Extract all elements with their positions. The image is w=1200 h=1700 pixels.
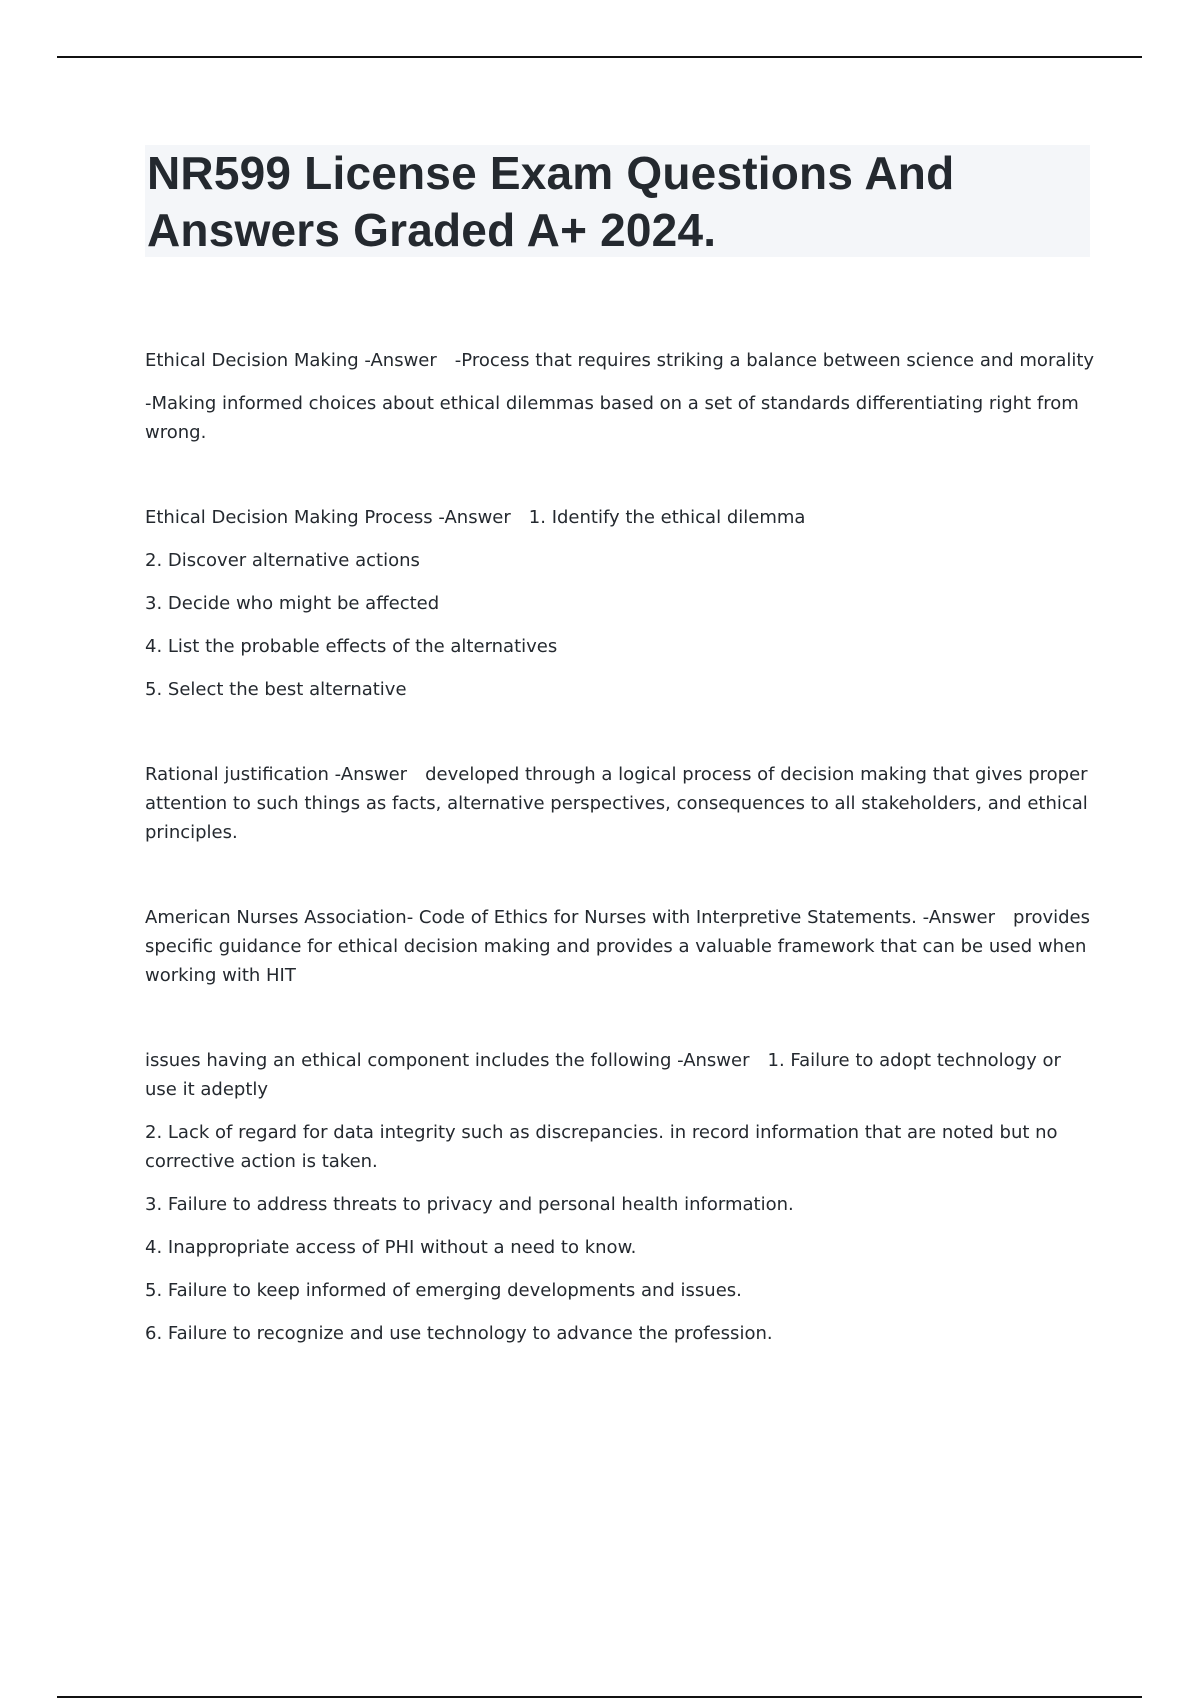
qa-list (145, 346, 1095, 1404)
answer-line: 3. Decide who might be affected (145, 593, 440, 614)
answer-line: 4. List the probable effects of the alternatives (145, 636, 558, 657)
answer-line: 3. Failure to address threats to privacy and personal health information. (145, 1194, 794, 1215)
answer-text: developed through a logical process of decision making that gives proper attention to such things as facts, alternative perspectives, consequences to all stakeholders, and ethical principles. (145, 764, 1088, 843)
qa-entry (145, 760, 1095, 847)
qa-first-line (145, 1046, 1095, 1104)
title-banner (145, 145, 1090, 257)
qa-first-line (145, 760, 1095, 847)
answer-text: 1. Failure to adopt technology or use it adeptly (145, 1050, 1061, 1100)
answer-line: 2. Discover alternative actions (145, 550, 420, 571)
question-term: Rational justification -Answer (145, 764, 408, 785)
top-rule (57, 56, 1142, 58)
answer-text: -Process that requires striking a balance between science and morality (454, 350, 1095, 371)
question-term: Ethical Decision Making Process -Answer (145, 507, 511, 528)
answer-text: provides specific guidance for ethical decision making and provides a valuable framework that can be used when working with HIT (145, 907, 1091, 986)
qa-entry (145, 503, 1095, 704)
qa-entry (145, 346, 1095, 447)
question-term: Ethical Decision Making -Answer (145, 350, 437, 371)
answer-line: -Making informed choices about ethical dilemmas based on a set of standards differentiating right from wrong. (145, 393, 1079, 443)
qa-first-line (145, 903, 1095, 990)
bottom-rule (57, 1696, 1142, 1698)
answer-line: 5. Failure to keep informed of emerging developments and issues. (145, 1280, 742, 1301)
page-title: NR599 License Exam Questions And Answers Graded A+ 2024. (147, 147, 955, 256)
qa-first-line (145, 346, 1095, 375)
answer-text: 1. Identify the ethical dilemma (528, 507, 806, 528)
question-term: issues having an ethical component includes the following -Answer (145, 1050, 750, 1071)
answer-line: 4. Inappropriate access of PHI without a need to know. (145, 1237, 637, 1258)
answer-line: 5. Select the best alternative (145, 679, 407, 700)
answer-line: 2. Lack of regard for data integrity such as discrepancies. in record information that are noted but no corrective action is taken. (145, 1122, 1058, 1172)
qa-entry (145, 903, 1095, 990)
answer-line: 6. Failure to recognize and use technology to advance the profession. (145, 1323, 773, 1344)
question-term: American Nurses Association- Code of Ethics for Nurses with Interpretive Statements. -Answer (145, 907, 996, 928)
qa-first-line (145, 503, 1095, 532)
qa-entry (145, 1046, 1095, 1348)
